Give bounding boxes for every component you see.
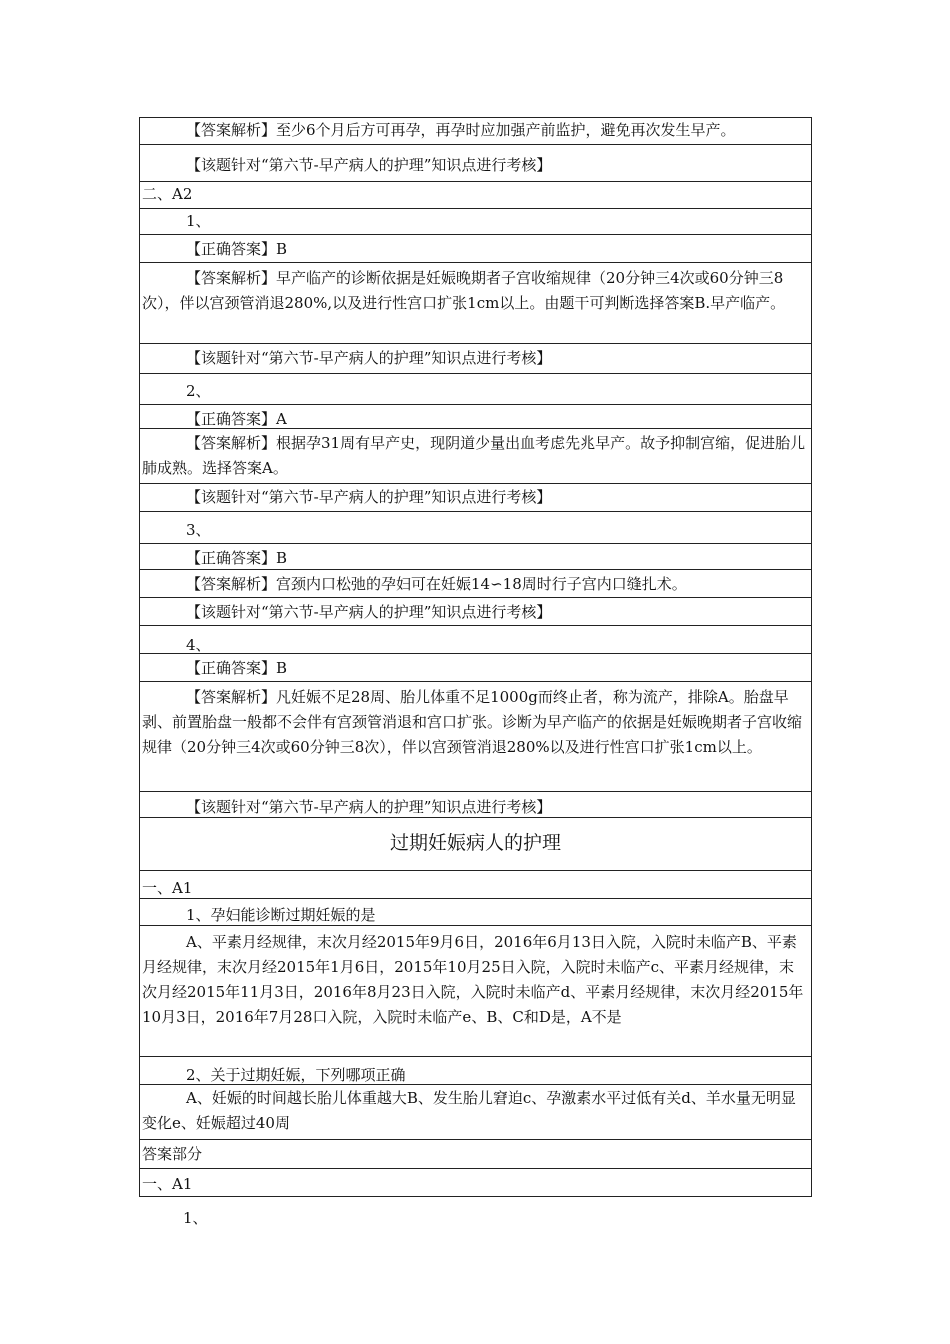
answer-analysis-row: 【答案解析】宫颈内口松弛的孕妇可在妊娠14∽18周时行子宫内口缝扎术。: [139, 569, 812, 597]
question-stem-row: 2、关于过期妊娠，下列哪项正确: [139, 1056, 812, 1084]
answer-analysis-row: 【答案解析】根据孕31周有早产史，现阴道少量出血考虑先兆早产。故予抑制宫缩，促进胎儿肺成熟。选择答案A。: [139, 428, 812, 483]
topic-note-row: 【该题针对“第六节-早产病人的护理”知识点进行考核】: [139, 597, 812, 625]
section-heading-row: 二、A2: [139, 181, 812, 208]
topic-note-row: 【该题针对“第六节-早产病人的护理”知识点进行考核】: [139, 483, 812, 511]
answer-analysis-row: 【答案解析】至少6个月后方可再孕，再孕时应加强产前监护，避免再次发生早产。: [139, 117, 812, 144]
topic-note-row: 【该题针对“第六节-早产病人的护理”知识点进行考核】: [139, 144, 812, 181]
correct-answer-row: 【正确答案】B: [139, 653, 812, 681]
answer-analysis-row: 【答案解析】凡妊娠不足28周、胎儿体重不足1000g而终止者，称为流产，排除A。胎盘早剥、前置胎盘一般都不会伴有宫颈管消退和宫口扩张。诊断为早产临产的依据是妊娠晚期者子宫收缩规律（20分钟三4次或60分钟三8次），伴以宫颈管消退280%以及进行性宫口扩张1cm以上。: [139, 681, 812, 791]
question-number-row: 2、: [139, 373, 812, 404]
topic-note-row: 【该题针对“第六节-早产病人的护理”知识点进行考核】: [139, 791, 812, 817]
correct-answer-row: 【正确答案】B: [139, 234, 812, 262]
correct-answer-row: 【正确答案】B: [139, 543, 812, 569]
correct-answer-row: 【正确答案】A: [139, 404, 812, 428]
question-options-row: A、平素月经规律，末次月经2015年9月6日，2016年6月13日入院，入院时未临产B、平素月经规律，末次月经2015年1月6日，2015年10月25日入院，入院时未临产c、平素月经规律，末次月经2015年11月3日，2016年8月23日入院，入院时未临产d、平素月经规律，末次月经2015年10月3日，2016年7月28口入院，入院时未临产e、B、C和D是，A不是: [139, 925, 812, 1056]
question-number-row: 1、: [139, 208, 812, 234]
section-heading-row: 一、A1: [139, 1168, 812, 1197]
question-options-row: A、妊娠的时间越长胎儿体重越大B、发生胎儿窘迫c、孕激素水平过低有关d、羊水量无明显变化e、妊娠超过40周: [139, 1084, 812, 1139]
answer-analysis-row: 【答案解析】早产临产的诊断依据是妊娠晚期者子宫收缩规律（20分钟三4次或60分钟三8次），伴以宫颈管消退280%,以及进行性宫口扩张1cm以上。由题干可判断选择答案B.早产临产。: [139, 262, 812, 343]
question-number: 1、: [183, 1209, 208, 1227]
answer-section-heading: 答案部分: [139, 1139, 812, 1168]
topic-note-row: 【该题针对“第六节-早产病人的护理”知识点进行考核】: [139, 343, 812, 373]
section-heading-row: 一、A1: [139, 870, 812, 898]
chapter-title: 过期妊娠病人的护理: [139, 817, 812, 870]
question-number-row: 3、: [139, 511, 812, 543]
question-number-row: 4、: [139, 625, 812, 653]
question-stem-row: 1、孕妇能诊断过期妊娠的是: [139, 898, 812, 925]
